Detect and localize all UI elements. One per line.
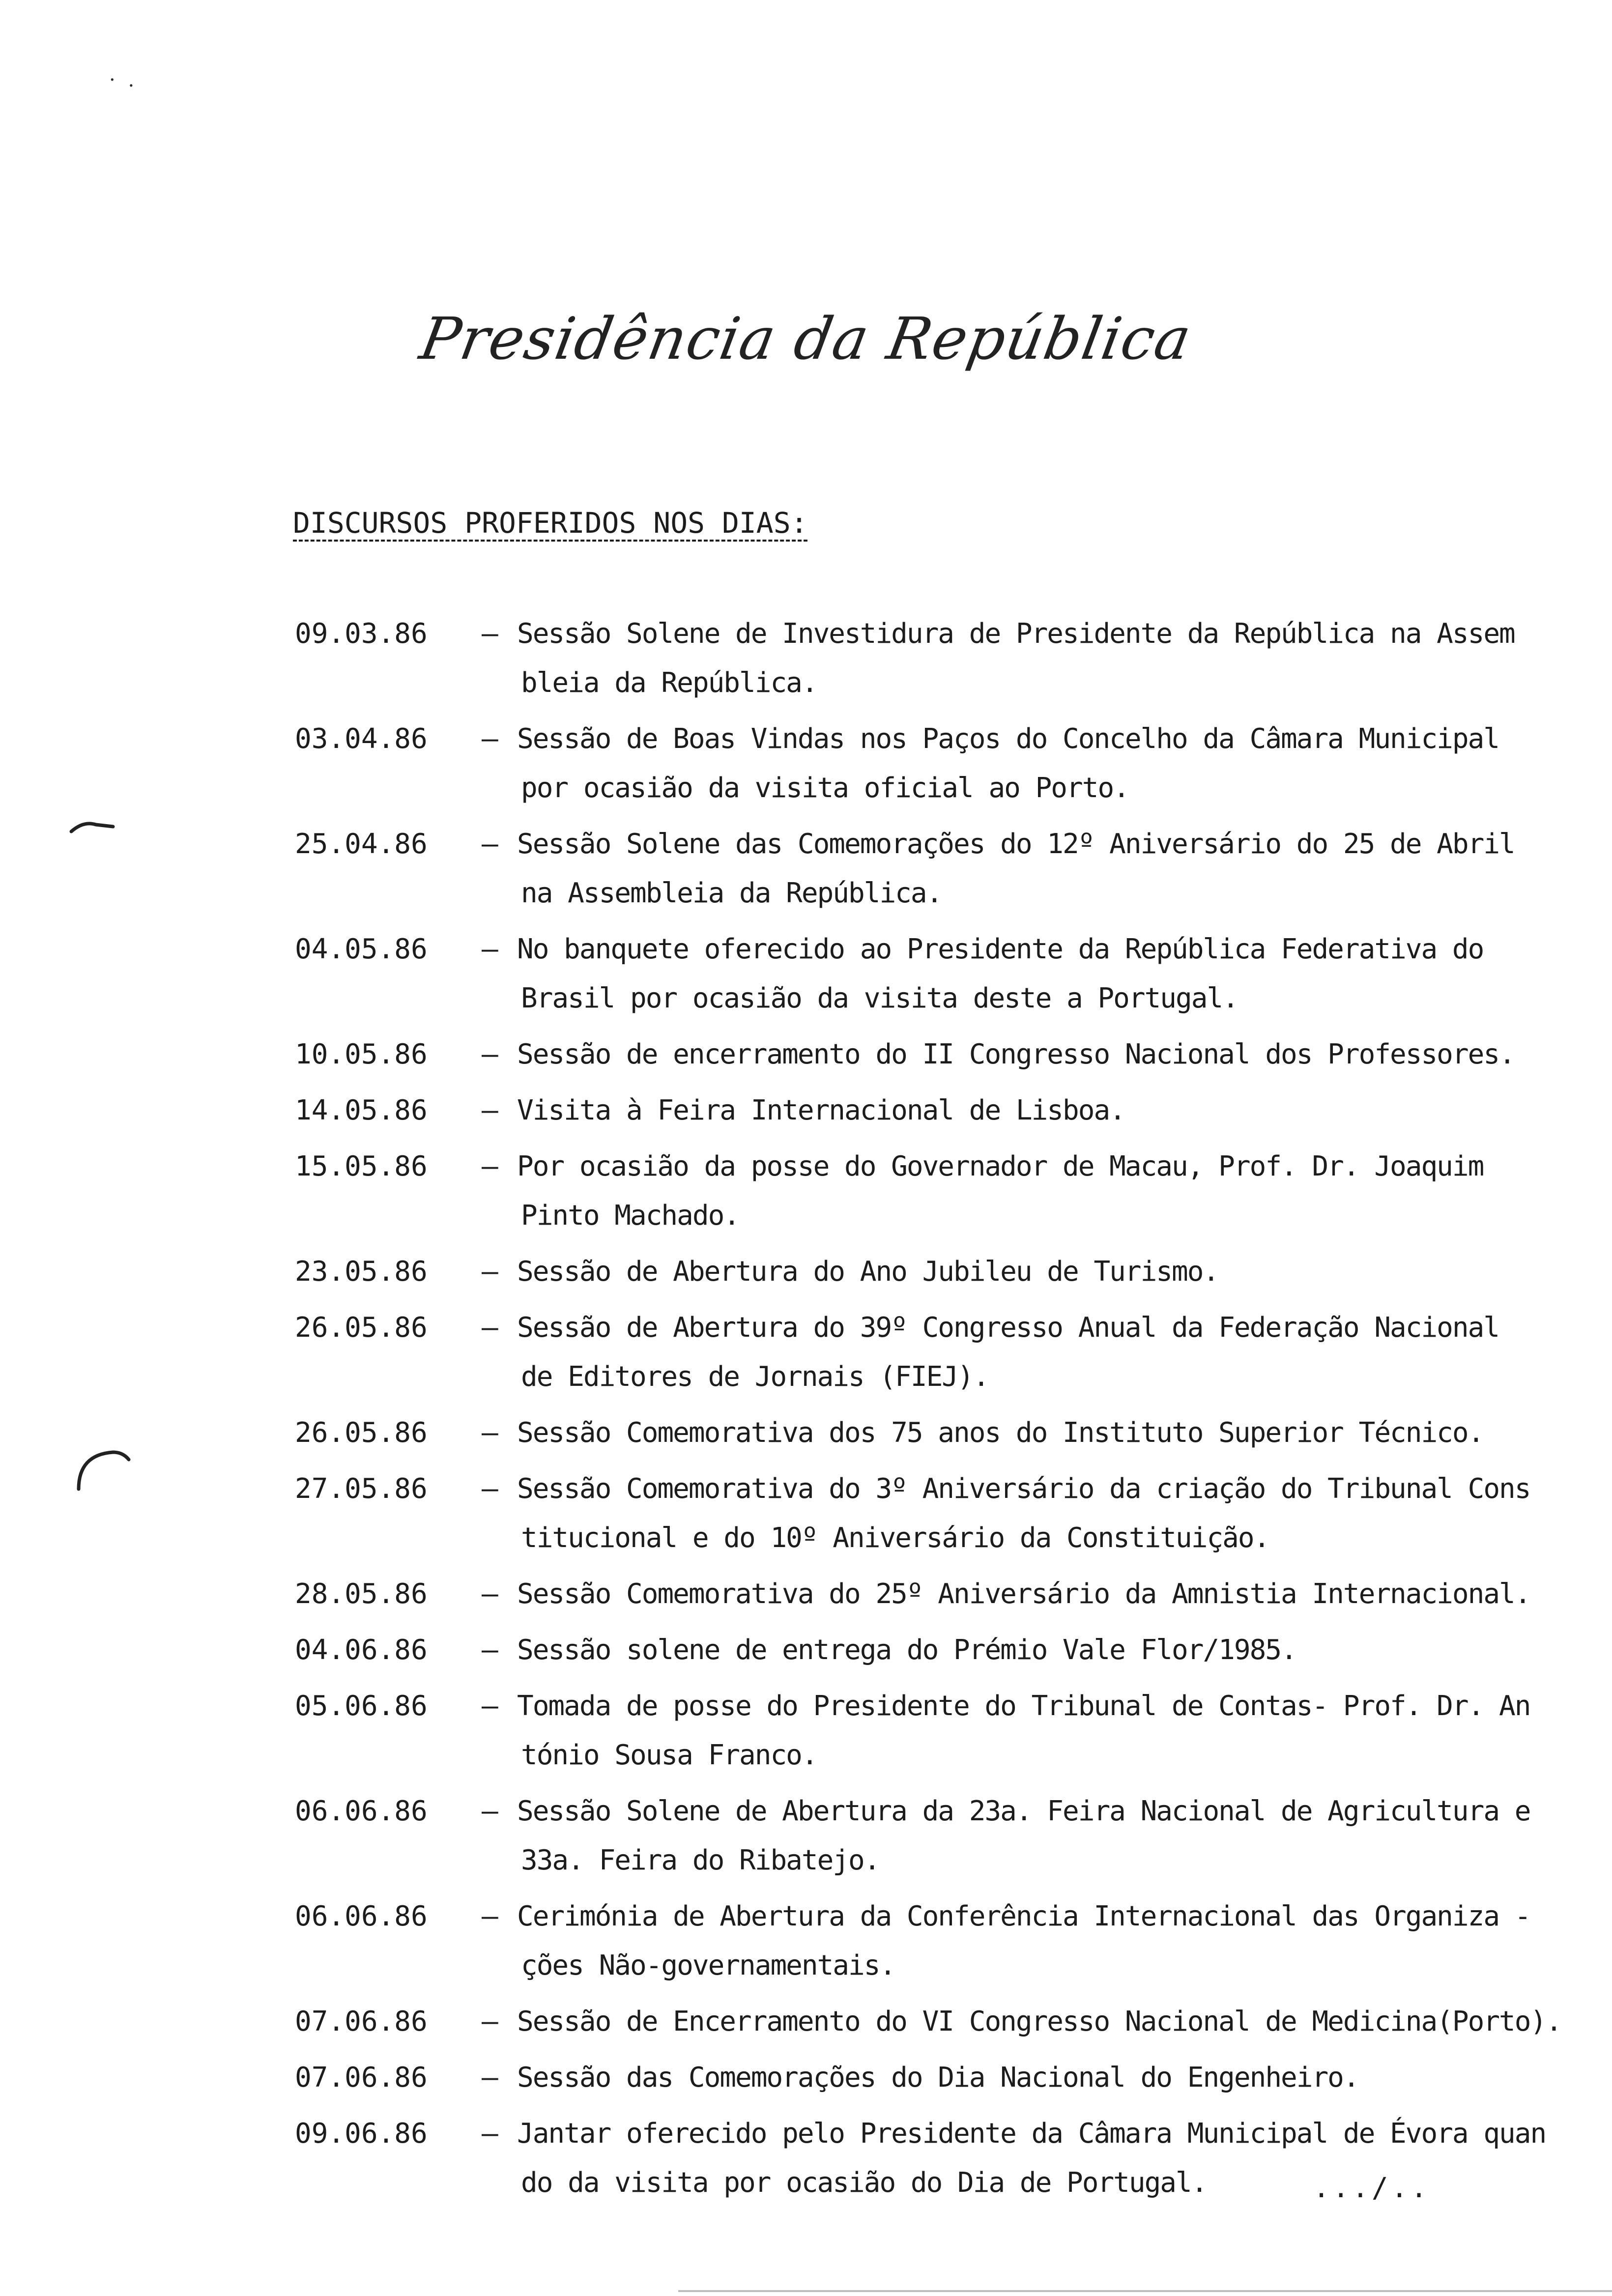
entry-description xyxy=(517,1464,1608,1563)
entry-description-line: Pinto Machado. xyxy=(521,1200,740,1232)
entry-description-line: Tomada de posse do Presidente do Tribunal de Contas- Prof. Dr. An xyxy=(517,1690,1530,1722)
entry-description xyxy=(517,1682,1608,1780)
entry-separator: – xyxy=(482,1312,498,1344)
entry-date: 26.05.86 xyxy=(295,1417,428,1449)
entry-description-line: Sessão Comemorativa do 25º Aniversário da Amnistia Internacional. xyxy=(517,1578,1530,1610)
entry-description xyxy=(517,715,1608,813)
speech-entry xyxy=(295,609,1612,708)
entry-description-line: Sessão de encerramento do II Congresso Nacional dos Professores. xyxy=(517,1038,1515,1070)
entry-date: 04.05.86 xyxy=(295,933,428,965)
entry-separator: – xyxy=(482,723,498,755)
punch-hole-mark-lower xyxy=(74,1440,133,1499)
entry-description-line: Sessão Comemorativa do 3º Aniversário da criação do Tribunal Cons xyxy=(517,1473,1530,1505)
entry-date: 23.05.86 xyxy=(295,1256,428,1288)
entry-date: 14.05.86 xyxy=(295,1094,428,1126)
entry-date: 05.06.86 xyxy=(295,1690,428,1722)
entry-description-line: Sessão Solene de Abertura da 23a. Feira Nacional de Agricultura e xyxy=(517,1795,1530,1827)
entry-date: 06.06.86 xyxy=(295,1795,428,1827)
entry-date: 28.05.86 xyxy=(295,1578,428,1610)
entry-separator: – xyxy=(482,1900,498,1932)
entry-description-line: Visita à Feira Internacional de Lisboa. xyxy=(517,1094,1125,1126)
entry-description xyxy=(517,1086,1608,1135)
speech-entry xyxy=(295,1303,1612,1402)
entry-description-line: Cerimónia de Abertura da Conferência Internacional das Organiza - xyxy=(517,1900,1530,1932)
entry-description xyxy=(517,1626,1608,1675)
speech-entry xyxy=(295,715,1612,813)
entry-separator: – xyxy=(482,618,498,650)
entry-description xyxy=(517,1570,1608,1619)
letterhead-title: Presidência da República xyxy=(415,305,1197,373)
entry-date: 10.05.86 xyxy=(295,1038,428,1070)
document-heading: DISCURSOS PROFERIDOS NOS DIAS: xyxy=(293,506,808,540)
entry-separator: – xyxy=(482,1038,498,1070)
entry-separator: – xyxy=(482,1578,498,1610)
entry-description-line: Sessão de Boas Vindas nos Paços do Concelho da Câmara Municipal xyxy=(517,723,1499,755)
entry-description-line: No banquete oferecido ao Presidente da República Federativa do xyxy=(517,933,1484,965)
entry-date: 25.04.86 xyxy=(295,828,428,860)
entry-description-line: titucional e do 10º Aniversário da Constituição. xyxy=(521,1522,1269,1554)
entry-separator: – xyxy=(482,1150,498,1182)
entry-date: 15.05.86 xyxy=(295,1150,428,1182)
entry-separator: – xyxy=(482,1795,498,1827)
entry-description xyxy=(517,1892,1608,1990)
entry-description xyxy=(517,2109,1608,2208)
entry-separator: – xyxy=(482,1417,498,1449)
entry-date: 04.06.86 xyxy=(295,1634,428,1666)
entry-separator: – xyxy=(482,828,498,860)
continuation-mark: .../.. xyxy=(1313,2172,1430,2204)
entry-description-line: Sessão de Abertura do 39º Congresso Anual da Federação Nacional xyxy=(517,1312,1499,1344)
entry-description-line: 33a. Feira do Ribatejo. xyxy=(521,1844,880,1876)
entry-date: 26.05.86 xyxy=(295,1312,428,1344)
entry-description xyxy=(517,1142,1608,1240)
entry-description-line: Sessão de Abertura do Ano Jubileu de Turismo. xyxy=(517,1256,1219,1288)
entry-description-line: Sessão Solene das Comemorações do 12º Aniversário do 25 de Abril xyxy=(517,828,1515,860)
entry-description-line: tónio Sousa Franco. xyxy=(521,1739,817,1771)
entry-date: 09.03.86 xyxy=(295,618,428,650)
entry-description xyxy=(517,2053,1608,2102)
entry-description xyxy=(517,1787,1608,1885)
speech-entry xyxy=(295,1086,1612,1135)
entry-date: 07.06.86 xyxy=(295,2062,428,2094)
entry-description-line: Brasil por ocasião da visita deste a Portugal. xyxy=(521,982,1238,1014)
speech-entry xyxy=(295,1247,1612,1296)
speech-entry xyxy=(295,1142,1612,1240)
speech-entry xyxy=(295,1682,1612,1780)
entry-description-line: por ocasião da visita oficial ao Porto. xyxy=(521,772,1129,804)
entry-description-line: do da visita por ocasião do Dia de Portugal. xyxy=(521,2167,1207,2199)
speech-entry xyxy=(295,1464,1612,1563)
speech-entry xyxy=(295,1408,1612,1458)
speech-entry xyxy=(295,2053,1612,2102)
entry-description xyxy=(517,1247,1608,1296)
entry-description-line: de Editores de Jornais (FIEJ). xyxy=(521,1361,989,1393)
entry-separator: – xyxy=(482,1634,498,1666)
entry-description xyxy=(517,925,1608,1023)
speech-entry xyxy=(295,820,1612,918)
entry-date: 09.06.86 xyxy=(295,2118,428,2150)
entry-separator: – xyxy=(482,1473,498,1505)
entry-description-line: Sessão de Encerramento do VI Congresso Nacional de Medicina(Porto). xyxy=(517,2006,1561,2038)
entry-date: 03.04.86 xyxy=(295,723,428,755)
speech-entry xyxy=(295,925,1612,1023)
entry-description xyxy=(517,1030,1608,1079)
entry-separator: – xyxy=(482,1256,498,1288)
scan-mark-top: · ․ xyxy=(109,69,135,91)
entry-description xyxy=(517,1303,1608,1402)
entry-description xyxy=(517,609,1608,708)
speech-entry xyxy=(295,1997,1612,2046)
entry-separator: – xyxy=(482,1094,498,1126)
scan-edge-line xyxy=(678,2290,1612,2292)
entry-description xyxy=(517,820,1608,918)
entry-description-line: Sessão Solene de Investidura de Presidente da República na Assem xyxy=(517,618,1515,650)
speech-entry xyxy=(295,1892,1612,1990)
punch-hole-mark-upper xyxy=(69,816,118,835)
speech-list xyxy=(295,609,1612,2214)
entry-date: 07.06.86 xyxy=(295,2006,428,2038)
entry-description-line: ções Não-governamentais. xyxy=(521,1950,895,1981)
entry-description xyxy=(517,1408,1608,1458)
speech-entry xyxy=(295,1570,1612,1619)
entry-separator: – xyxy=(482,2062,498,2094)
entry-separator: – xyxy=(482,2006,498,2038)
entry-description xyxy=(517,1997,1608,2046)
speech-entry xyxy=(295,1787,1612,1885)
entry-date: 06.06.86 xyxy=(295,1900,428,1932)
entry-description-line: na Assembleia da República. xyxy=(521,877,942,909)
entry-description-line: Sessão solene de entrega do Prémio Vale Flor/1985. xyxy=(517,1634,1296,1666)
entry-description-line: Sessão Comemorativa dos 75 anos do Instituto Superior Técnico. xyxy=(517,1417,1484,1449)
entry-description-line: bleia da República. xyxy=(521,667,817,699)
entry-description-line: Por ocasião da posse do Governador de Macau, Prof. Dr. Joaquim xyxy=(517,1150,1484,1182)
speech-entry xyxy=(295,1030,1612,1079)
entry-description-line: Sessão das Comemorações do Dia Nacional do Engenheiro. xyxy=(517,2062,1359,2094)
entry-description-line: Jantar oferecido pelo Presidente da Câmara Municipal de Évora quan xyxy=(517,2118,1546,2150)
entry-separator: – xyxy=(482,1690,498,1722)
speech-entry xyxy=(295,1626,1612,1675)
entry-separator: – xyxy=(482,2118,498,2150)
entry-separator: – xyxy=(482,933,498,965)
entry-date: 27.05.86 xyxy=(295,1473,428,1505)
